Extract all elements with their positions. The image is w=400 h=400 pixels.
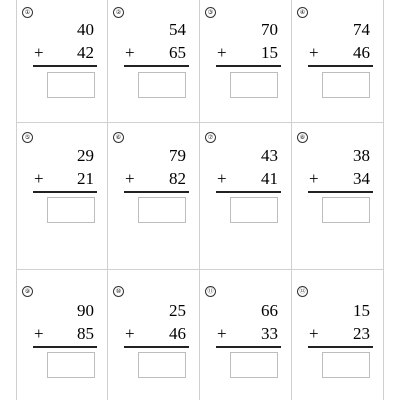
top-operand: 43 [261, 146, 278, 165]
sum-line [124, 346, 189, 348]
problem-cell [200, 0, 292, 123]
problem-number: ② [113, 7, 124, 18]
answer-box[interactable] [322, 197, 370, 223]
plus-sign: + [125, 169, 135, 188]
top-operand: 79 [169, 146, 186, 165]
problem-number: ⑦ [205, 132, 216, 143]
problem-number: ⑤ [22, 132, 33, 143]
plus-sign: + [309, 324, 319, 343]
problem-cell [16, 123, 108, 270]
answer-box[interactable] [47, 352, 95, 378]
plus-sign: + [217, 169, 227, 188]
bottom-operand: 23 [353, 324, 370, 343]
answer-box[interactable] [47, 197, 95, 223]
problem-cell [16, 0, 108, 123]
problem-number: ⑧ [297, 132, 308, 143]
plus-sign: + [34, 43, 44, 62]
top-operand: 38 [353, 146, 370, 165]
answer-box[interactable] [138, 72, 186, 98]
bottom-operand: 85 [77, 324, 94, 343]
answer-box[interactable] [322, 72, 370, 98]
bottom-operand: 65 [169, 43, 186, 62]
problem-cell [200, 270, 292, 400]
addition-worksheet [16, 0, 384, 400]
top-operand: 70 [261, 20, 278, 39]
plus-sign: + [217, 43, 227, 62]
answer-box[interactable] [138, 197, 186, 223]
answer-box[interactable] [322, 352, 370, 378]
answer-box[interactable] [230, 72, 278, 98]
problem-cell [292, 0, 384, 123]
bottom-operand: 33 [261, 324, 278, 343]
top-operand: 15 [353, 301, 370, 320]
sum-line [33, 65, 97, 67]
bottom-operand: 41 [261, 169, 278, 188]
problem-cell [292, 123, 384, 270]
top-operand: 29 [77, 146, 94, 165]
bottom-operand: 34 [353, 169, 370, 188]
top-operand: 54 [169, 20, 186, 39]
plus-sign: + [125, 324, 135, 343]
problem-cell [108, 123, 200, 270]
plus-sign: + [309, 169, 319, 188]
sum-line [124, 65, 189, 67]
top-operand: 66 [261, 301, 278, 320]
problem-number: ⑩ [113, 286, 124, 297]
bottom-operand: 46 [353, 43, 370, 62]
problem-cell [292, 270, 384, 400]
problem-number: ⑫ [297, 286, 308, 297]
top-operand: 40 [77, 20, 94, 39]
sum-line [308, 65, 373, 67]
problem-number: ⑥ [113, 132, 124, 143]
problem-cell [200, 123, 292, 270]
answer-box[interactable] [138, 352, 186, 378]
sum-line [216, 191, 281, 193]
problem-cell [108, 270, 200, 400]
problem-cell [108, 0, 200, 123]
plus-sign: + [217, 324, 227, 343]
sum-line [124, 191, 189, 193]
problem-number: ① [22, 7, 33, 18]
bottom-operand: 15 [261, 43, 278, 62]
top-operand: 74 [353, 20, 370, 39]
answer-box[interactable] [230, 352, 278, 378]
sum-line [216, 346, 281, 348]
sum-line [33, 191, 97, 193]
bottom-operand: 82 [169, 169, 186, 188]
top-operand: 25 [169, 301, 186, 320]
plus-sign: + [34, 169, 44, 188]
answer-box[interactable] [230, 197, 278, 223]
top-operand: 90 [77, 301, 94, 320]
plus-sign: + [309, 43, 319, 62]
bottom-operand: 46 [169, 324, 186, 343]
problem-cell [16, 270, 108, 400]
bottom-operand: 21 [77, 169, 94, 188]
problem-number: ③ [205, 7, 216, 18]
sum-line [308, 346, 373, 348]
bottom-operand: 42 [77, 43, 94, 62]
answer-box[interactable] [47, 72, 95, 98]
problem-number: ④ [297, 7, 308, 18]
problem-number: ⑨ [22, 286, 33, 297]
plus-sign: + [125, 43, 135, 62]
sum-line [33, 346, 97, 348]
problem-number: ⑪ [205, 286, 216, 297]
plus-sign: + [34, 324, 44, 343]
sum-line [216, 65, 281, 67]
sum-line [308, 191, 373, 193]
